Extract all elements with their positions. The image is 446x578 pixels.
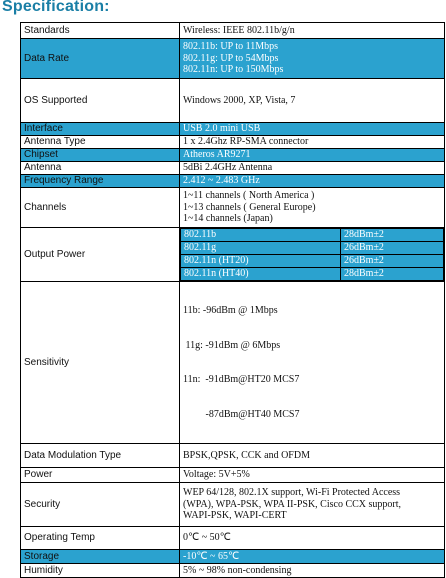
row-storage — [21, 550, 445, 564]
label-security: Security — [21, 483, 180, 527]
output-power-mode: 802.11n (HT40) — [181, 268, 341, 281]
value-power: Voltage: 5V+5% — [180, 468, 445, 483]
value-antenna: 5dBi 2.4GHz Antenna — [180, 162, 445, 175]
row-security — [21, 483, 445, 527]
data-rate-line: 802.11n: UP to 150Mbps — [183, 64, 284, 76]
security-line: WEP 64/128, 802.1X support, Wi-Fi Protected Access — [183, 487, 401, 499]
label-antenna: Antenna — [21, 162, 180, 175]
output-power-row — [181, 268, 444, 281]
security-line: WAPI-PSK, WAPI-CERT — [183, 510, 287, 522]
value-operating-temp: 0℃ ~ 50℃ — [180, 527, 445, 550]
label-modulation: Data Modulation Type — [21, 444, 180, 468]
output-power-value: 28dBm±2 — [341, 268, 444, 281]
output-power-row — [181, 255, 444, 268]
output-power-mode: 802.11b — [181, 229, 341, 242]
value-standards: Wireless: IEEE 802.11b/g/n — [180, 23, 445, 39]
label-output-power: Output Power — [21, 228, 180, 282]
output-power-table — [180, 228, 444, 281]
value-channels — [180, 188, 445, 228]
row-antenna — [21, 162, 445, 175]
label-data-rate: Data Rate — [21, 39, 180, 79]
data-rate-line: 802.11g: UP to 54Mbps — [183, 52, 279, 64]
value-antenna-type: 1 x 2.4Ghz RP-SMA connector — [180, 136, 445, 149]
label-antenna-type: Antenna Type — [21, 136, 180, 149]
label-sensitivity: Sensitivity — [21, 282, 180, 444]
output-power-value: 26dBm±2 — [341, 255, 444, 268]
row-antenna-type — [21, 136, 445, 149]
value-modulation: BPSK,QPSK, CCK and OFDM — [180, 444, 445, 468]
channels-line: 1~11 channels ( North America ) — [183, 190, 315, 202]
output-power-mode: 802.11n (HT20) — [181, 255, 341, 268]
row-channels — [21, 188, 445, 228]
value-interface: USB 2.0 mini USB — [180, 123, 445, 136]
value-data-rate — [180, 39, 445, 79]
label-frequency: Frequency Range — [21, 175, 180, 188]
row-operating-temp — [21, 527, 445, 550]
row-interface — [21, 123, 445, 136]
row-sensitivity — [21, 282, 445, 444]
page-title: Specification: — [2, 0, 110, 15]
sensitivity-line: -87dBm@HT40 MCS7 — [183, 408, 300, 420]
value-frequency: 2.412 ~ 2.483 GHz — [180, 175, 445, 188]
value-sensitivity — [180, 282, 445, 444]
label-power: Power — [21, 468, 180, 483]
row-output-power — [21, 228, 445, 282]
security-line: (WPA), WPA-PSK, WPA II-PSK, Cisco CCX support, — [183, 498, 402, 510]
output-power-row — [181, 242, 444, 255]
row-frequency — [21, 175, 445, 188]
row-standards — [21, 23, 445, 39]
row-power — [21, 468, 445, 483]
data-rate-line: 802.11b: UP to 11Mbps — [183, 41, 279, 53]
output-power-row — [181, 229, 444, 242]
label-chipset: Chipset — [21, 149, 180, 162]
label-channels: Channels — [21, 188, 180, 228]
value-output-power — [180, 228, 445, 282]
output-power-value: 28dBm±2 — [341, 229, 444, 242]
label-interface: Interface — [21, 123, 180, 136]
value-chipset: Atheros AR9271 — [180, 149, 445, 162]
value-security — [180, 483, 445, 527]
row-humidity — [21, 564, 445, 578]
label-operating-temp: Operating Temp — [21, 527, 180, 550]
row-modulation — [21, 444, 445, 468]
value-storage: -10℃ ~ 65℃ — [180, 550, 445, 564]
output-power-mode: 802.11g — [181, 242, 341, 255]
channels-line: 1~13 channels ( General Europe) — [183, 201, 316, 213]
channels-line: 1~14 channels (Japan) — [183, 213, 273, 225]
row-os — [21, 79, 445, 123]
label-os: OS Supported — [21, 79, 180, 123]
row-data-rate — [21, 39, 445, 79]
value-os: Windows 2000, XP, Vista, 7 — [180, 79, 445, 123]
row-chipset — [21, 149, 445, 162]
value-humidity: 5% ~ 98% non-condensing — [180, 564, 445, 578]
sensitivity-line: 11n: -91dBm@HT20 MCS7 — [183, 374, 300, 385]
label-storage: Storage — [21, 550, 180, 564]
label-standards: Standards — [21, 23, 180, 39]
label-humidity: Humidity — [21, 564, 180, 578]
specification-table — [20, 22, 445, 578]
sensitivity-line: 11g: -91dBm @ 6Mbps — [183, 339, 281, 351]
sensitivity-line: 11b: -96dBm @ 1Mbps — [183, 305, 278, 316]
output-power-value: 26dBm±2 — [341, 242, 444, 255]
